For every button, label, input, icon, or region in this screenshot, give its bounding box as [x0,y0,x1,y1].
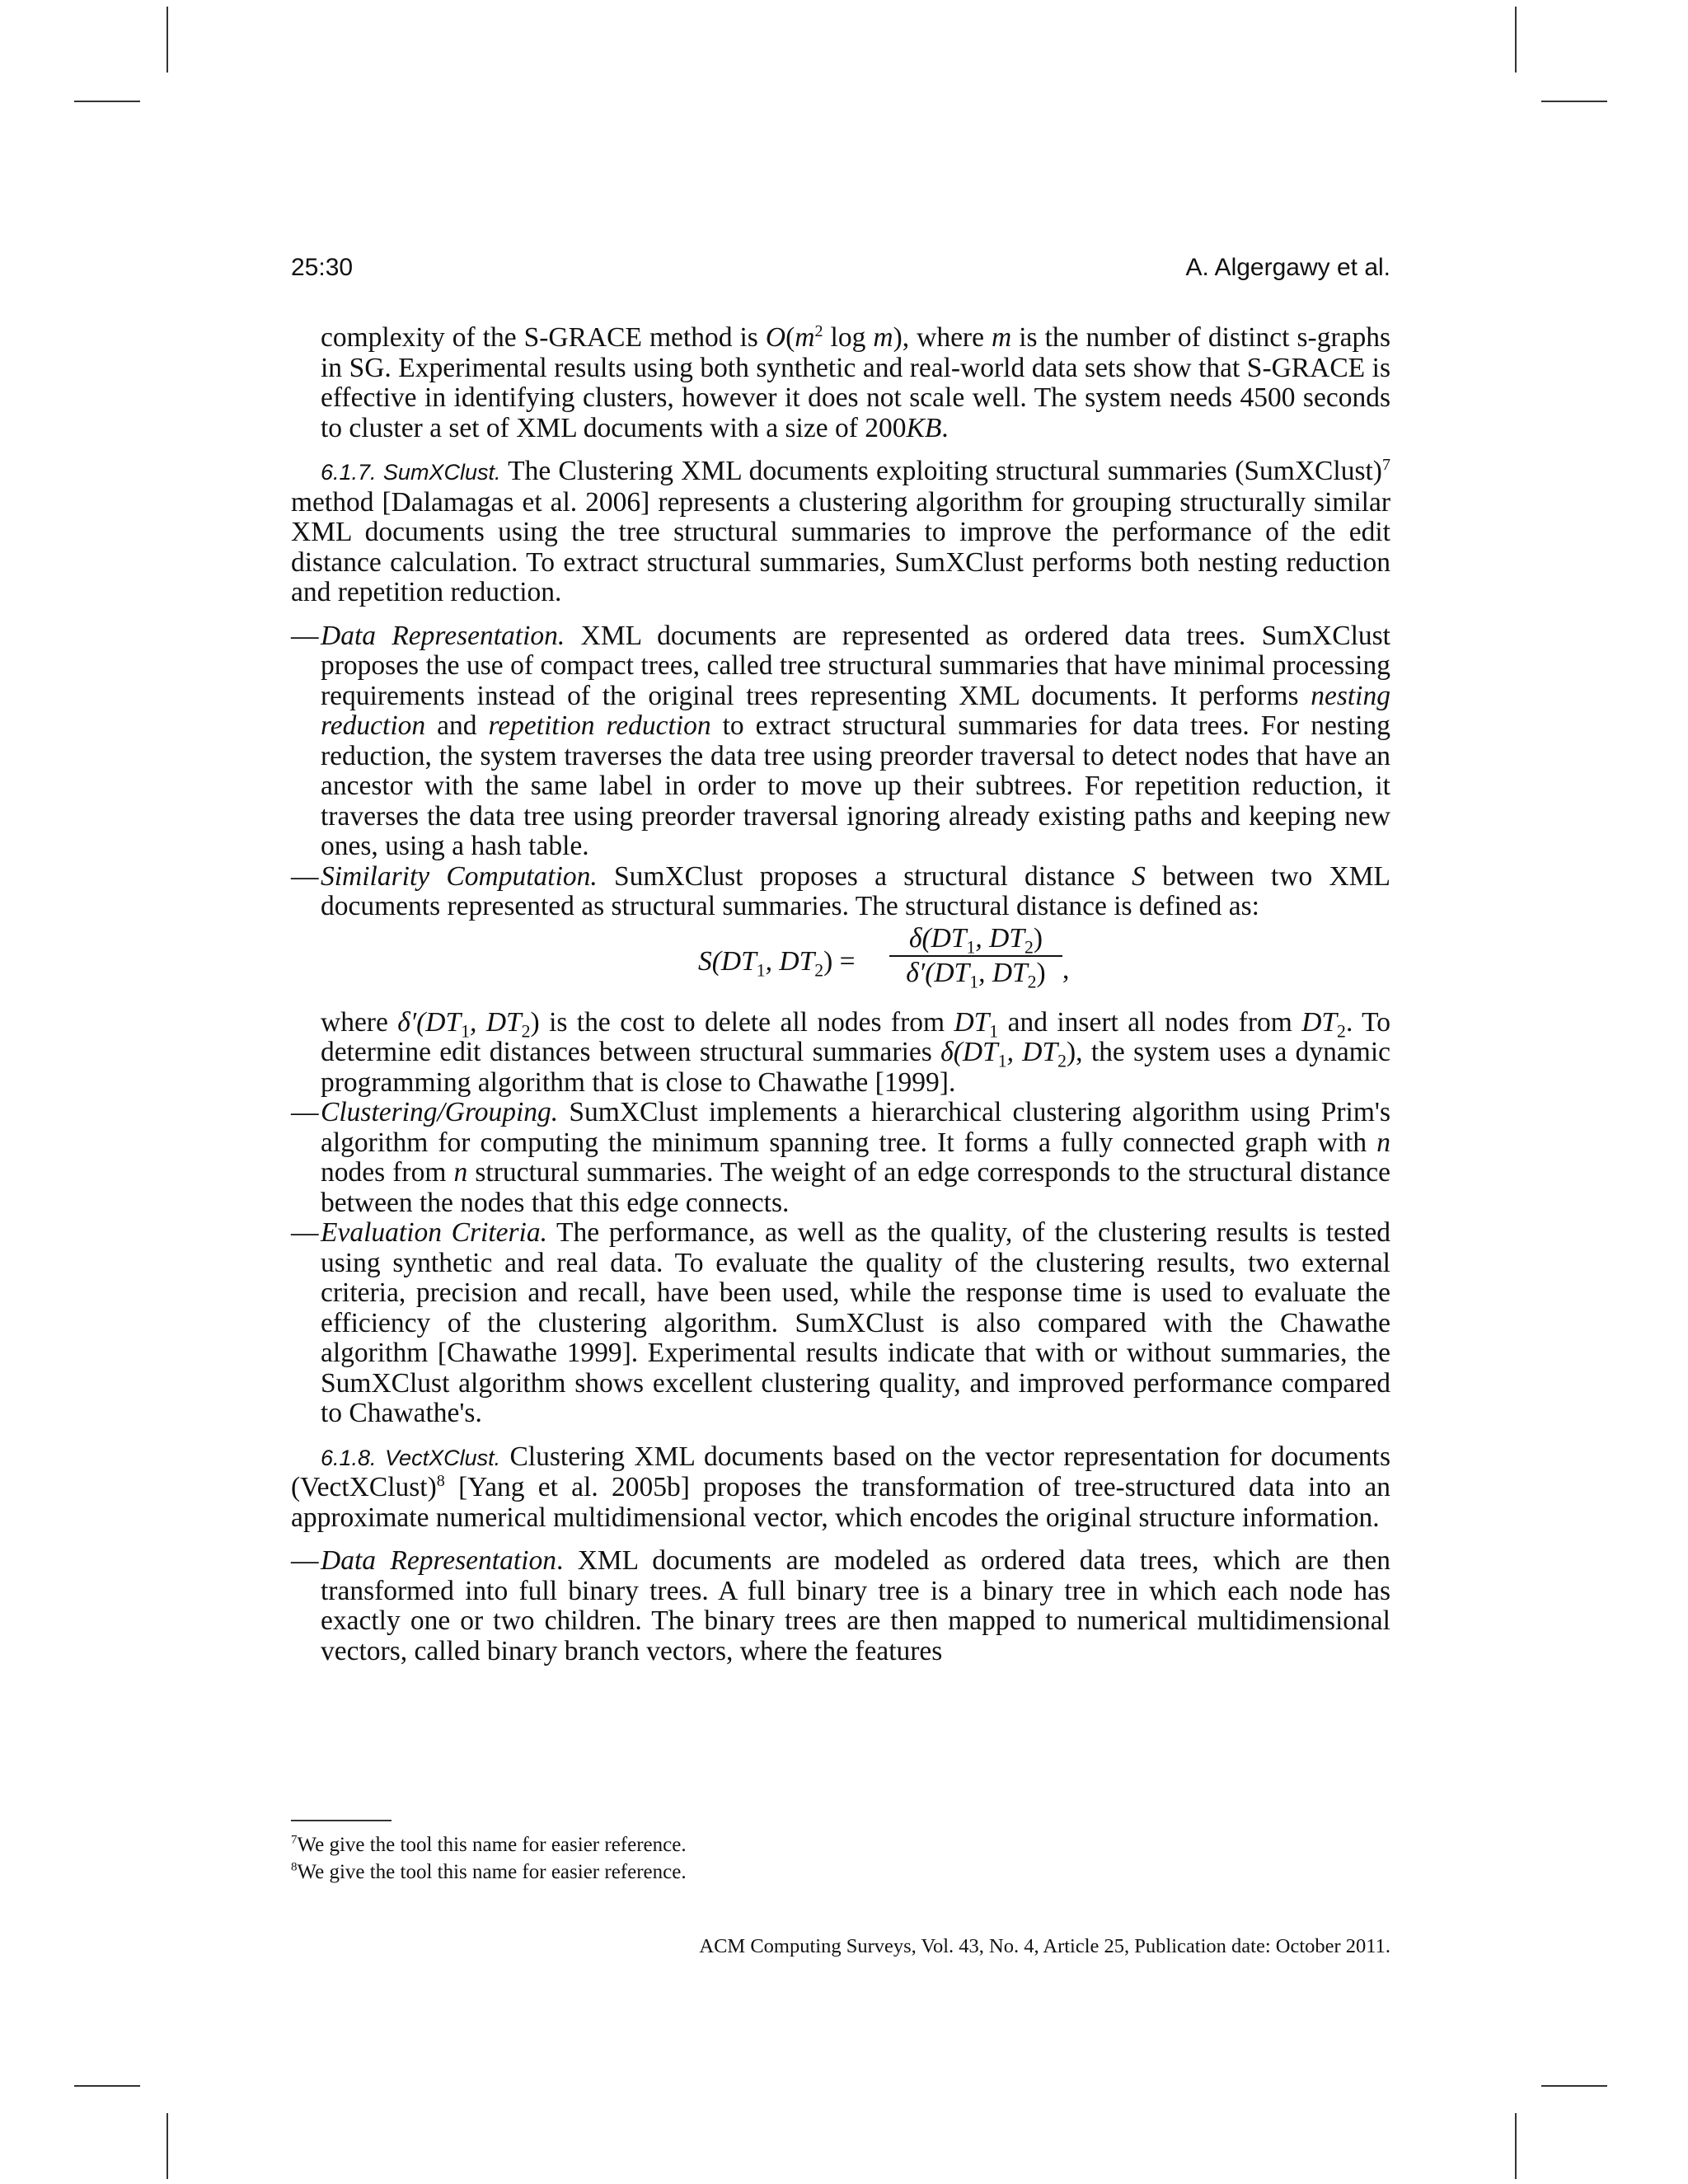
vectxclust-list [291,1546,1390,1666]
footnote: $^8$We give the tool this name for easier reference. [291,1860,687,1883]
footnote-ref[interactable]: 8 [436,1471,445,1490]
list-item: — Clustering/Grouping. SumXClust implements a hierarchical clustering algorithm using Prim's algorithm for computing the minimum spanning tree. It forms a fully connected graph with n nodes from n structural summaries. The weight of an edge corresponds to the structural distance between the nodes that this edge connects. [291,1098,1390,1218]
formula-explanation: where $\delta'(DT_1$, $DT_2$) is the cost to delete all nodes from $DT_1$ and insert all nodes from $DT_2$. To determine edit distances between structural summaries $\delta(DT_1$, $DT_2$), the system uses a dynamic programming algorithm that is close to Chawathe [1999]. [321,1006,1390,1098]
footnotes [291,1831,1390,1886]
article-body [291,323,1390,1666]
crop-mark [74,2085,140,2087]
list-item: — Data Representation. XML documents are modeled as ordered data trees, which are then transformed into full binary trees. A full binary tree is a binary tree in which each node has exactly one or two children. The binary trees are then mapped to numerical multidimensional vectors, called binary branch vectors, where the features [291,1546,1390,1666]
journal-footer: ACM Computing Surveys, Vol. 43, No. 4, Article 25, Publication date: October 2011. [699,1935,1390,1957]
list-item: — Similarity Computation. SumXClust proposes a structural distance S between two XML documents represented as structural summaries. The structural distance is defined as: $S(DT_1$, $DT_2$) = $\frac{\delta(DT_1, DT_2)}{\delta'(DT_1, DT_2)}$ , where $\delta'(DT_1$, $DT_2$) is the cost to delete all nodes from $DT_1$ and insert all nodes from $DT_2$. To determine edit distances between structural summaries $\delta(DT_1$, $DT_2$), the system uses a dynamic programming algorithm that is close to Chawathe [1999]. [291,862,1390,1099]
footnote-rule [291,1820,392,1821]
crop-mark [166,2113,168,2179]
crop-mark [74,101,140,102]
list-item: — Evaluation Criteria. The performance, as well as the quality, of the clustering results is tested using synthetic and real data. To evaluate the quality of the clustering results, two external criteria, precision and recall, have been used, while the response time is used to evaluate the efficiency of the clustering algorithm. SumXClust is also compared with the Chawathe algorithm [Chawathe 1999]. Experimental results indicate that with or without summaries, the SumXClust algorithm shows excellent clustering quality, and improved performance compared to Chawathe's. [291,1218,1390,1429]
footnote: $^7$We give the tool this name for easier reference. [291,1833,687,1856]
crop-mark [1541,101,1607,102]
list-item: — Data Representation. XML documents are represented as ordered data trees. SumXClust proposes the use of compact trees, called tree structural summaries that have minimal processing requirements instead of the original trees representing XML documents. It performs nesting reduction and repetition reduction to extract structural summaries for data trees. For nesting reduction, the system traverses the data tree using preorder traversal to detect nodes that have an ancestor with the same label in order to move up their subtrees. For repetition reduction, it traverses the data tree using preorder traversal ignoring already existing paths and keeping new ones, using a hash table. [291,621,1390,862]
page-number: 25:30 [291,254,354,281]
section-label: 6.1.7. SumXClust. [321,460,501,485]
distance-formula: $S(DT_1$, $DT_2$) = $\frac{\delta(DT_1, DT_2)}{\delta'(DT_1, DT_2)}$ , [698,922,1070,992]
section-vectxclust: 6.1.8. VectXClust. Clustering XML documents based on the vector representation for documents (VectXClust)$^8$ [Yang et al. 2005b] proposes the transformation of tree-structured data into an approximate numerical multidimensional vector, which encodes the original structure information. [291,1441,1390,1533]
crop-mark [166,7,168,73]
intro-paragraph: complexity of the S-GRACE method is $O(m^2$ log m), where m is the number of distinct s-graphs in SG. Experimental results using both synthetic and real-world data sets show that S-GRACE is effective in identifying clusters, however it does not scale well. The system needs 4500 seconds to cluster a set of XML documents with a size of 200KB. [321,321,1390,443]
running-authors: A. Algergawy et al. [1185,254,1390,281]
crop-mark [1515,2113,1517,2179]
crop-mark [1541,2085,1607,2087]
sumxclust-list [291,621,1390,1429]
running-head [291,254,1390,287]
footnote-ref[interactable]: 7 [1381,455,1390,474]
section-label: 6.1.8. VectXClust. [321,1445,501,1470]
crop-mark [1515,7,1517,73]
section-sumxclust: 6.1.7. SumXClust. The Clustering XML documents exploiting structural summaries (SumXClust)$^7$ method [Dalamagas et al. 2006] represents a clustering algorithm for grouping structurally similar XML documents using the tree structural summaries to improve the performance of the edit distance calculation. To extract structural summaries, SumXClust performs both nesting reduction and repetition reduction. [291,455,1390,607]
